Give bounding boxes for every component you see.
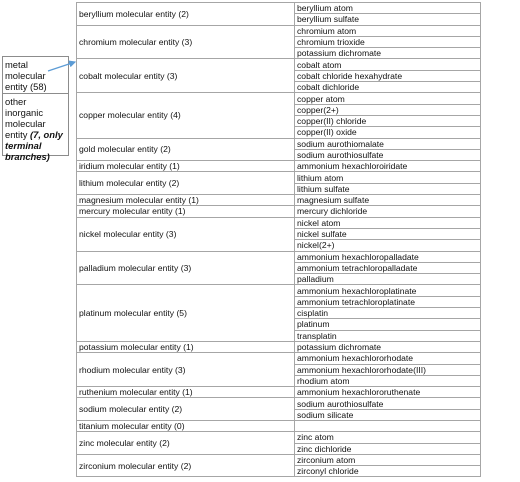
member-entity: chromium trioxide [295, 36, 481, 47]
other-inorganic-entity-label: other inorganic molecular entity [5, 96, 46, 140]
member-entity: sodium aurothiosulfate [295, 149, 481, 160]
metal-molecular-entity-label: metal molecular entity (58) [5, 59, 47, 92]
group-label: iridium molecular entity (1) [77, 161, 295, 172]
member-entity: ammonium tetrachloropalladate [295, 262, 481, 273]
table-row [77, 387, 481, 398]
member-entity: magnesium sulfate [295, 195, 481, 206]
table-row [77, 454, 481, 465]
group-label: zirconium molecular entity (2) [77, 454, 295, 477]
metal-entity-table [76, 2, 481, 477]
group-label: chromium molecular entity (3) [77, 25, 295, 59]
group-label: palladium molecular entity (3) [77, 251, 295, 285]
member-entity: palladium [295, 274, 481, 285]
member-entity: cobalt dichloride [295, 82, 481, 93]
group-label: nickel molecular entity (3) [77, 217, 295, 251]
member-entity [295, 420, 481, 431]
table-row [77, 161, 481, 172]
member-entity: lithium atom [295, 172, 481, 183]
table-row [77, 206, 481, 217]
member-entity: nickel atom [295, 217, 481, 228]
member-entity: lithium sulfate [295, 183, 481, 194]
member-entity: ammonium hexachlororhodate(III) [295, 364, 481, 375]
group-label: magnesium molecular entity (1) [77, 195, 295, 206]
table-row [77, 3, 481, 14]
group-label: zinc molecular entity (2) [77, 432, 295, 455]
member-entity: copper(2+) [295, 104, 481, 115]
group-label: cobalt molecular entity (3) [77, 59, 295, 93]
table-row [77, 353, 481, 364]
member-entity: nickel sulfate [295, 228, 481, 239]
member-entity: zirconium atom [295, 454, 481, 465]
group-label: lithium molecular entity (2) [77, 172, 295, 195]
group-label: potassium molecular entity (1) [77, 341, 295, 352]
member-entity: copper(II) oxide [295, 127, 481, 138]
member-entity: zinc dichloride [295, 443, 481, 454]
connector-arrow [0, 0, 80, 80]
member-entity: zirconyl chloride [295, 466, 481, 477]
other-inorganic-entity-cell [3, 93, 68, 163]
member-entity: platinum [295, 319, 481, 330]
member-entity: ammonium hexachloropalladate [295, 251, 481, 262]
member-entity: chromium atom [295, 25, 481, 36]
group-label: beryllium molecular entity (2) [77, 3, 295, 26]
table-row [77, 59, 481, 70]
group-label: mercury molecular entity (1) [77, 206, 295, 217]
member-entity: cobalt atom [295, 59, 481, 70]
group-label: platinum molecular entity (5) [77, 285, 295, 341]
member-entity: ammonium hexachlororhodate [295, 353, 481, 364]
member-entity: nickel(2+) [295, 240, 481, 251]
member-entity: cisplatin [295, 308, 481, 319]
table-row [77, 285, 481, 296]
table-row [77, 25, 481, 36]
member-entity: ammonium hexachloroiridate [295, 161, 481, 172]
member-entity: rhodium atom [295, 375, 481, 386]
group-label: titanium molecular entity (0) [77, 420, 295, 431]
table-row [77, 432, 481, 443]
member-entity: mercury dichloride [295, 206, 481, 217]
group-label: copper molecular entity (4) [77, 93, 295, 138]
member-entity: sodium silicate [295, 409, 481, 420]
member-entity: ammonium hexachlororuthenate [295, 387, 481, 398]
table-row [77, 217, 481, 228]
group-label: gold molecular entity (2) [77, 138, 295, 161]
table-row [77, 138, 481, 149]
table-row [77, 341, 481, 352]
table-row [77, 251, 481, 262]
table-row [77, 93, 481, 104]
member-entity: beryllium atom [295, 3, 481, 14]
member-entity: beryllium sulfate [295, 14, 481, 25]
group-label: ruthenium molecular entity (1) [77, 387, 295, 398]
member-entity: potassium dichromate [295, 341, 481, 352]
member-entity: copper(II) chloride [295, 115, 481, 126]
member-entity: sodium aurothiomalate [295, 138, 481, 149]
table-row [77, 195, 481, 206]
member-entity: sodium aurothiosulfate [295, 398, 481, 409]
table-row [77, 172, 481, 183]
table-row [77, 420, 481, 431]
other-inorganic-entity-note: (7, only terminal branches) [5, 129, 63, 162]
metal-entity-table-body [77, 3, 481, 477]
member-entity: cobalt chloride hexahydrate [295, 70, 481, 81]
group-label: sodium molecular entity (2) [77, 398, 295, 421]
table-row [77, 398, 481, 409]
member-entity: ammonium hexachloroplatinate [295, 285, 481, 296]
member-entity: copper atom [295, 93, 481, 104]
member-entity: transplatin [295, 330, 481, 341]
member-entity: ammonium tetrachloroplatinate [295, 296, 481, 307]
member-entity: zinc atom [295, 432, 481, 443]
member-entity: potassium dichromate [295, 48, 481, 59]
group-label: rhodium molecular entity (3) [77, 353, 295, 387]
